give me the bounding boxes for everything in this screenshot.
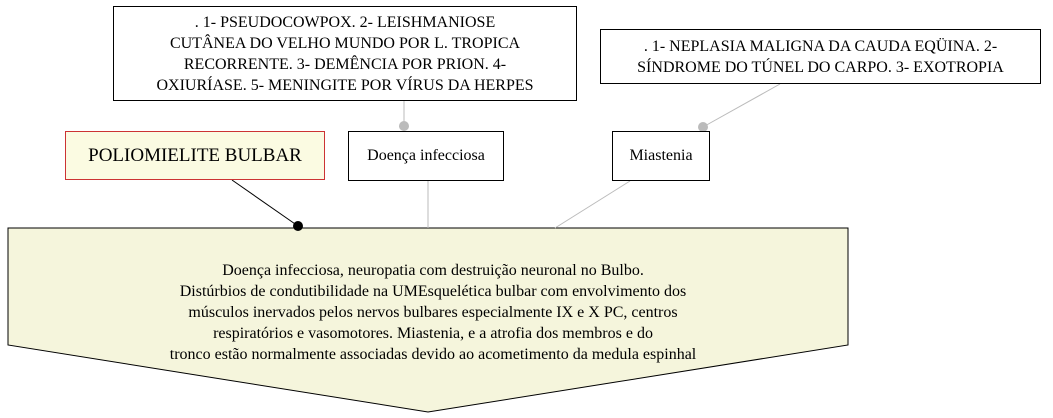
miastenia-note-text: . 1- NEPLASIA MALIGNA DA CAUDA EQÜINA. 2- SÍNDROME DO TÚNEL DO CARPO. 3- EXOTROPIA [637, 37, 1004, 76]
miastenia-note-connector [703, 84, 780, 127]
infecciosa-node-label: Doença infecciosa [367, 147, 485, 164]
infecciosa-note-dot [399, 121, 409, 131]
miastenia-node[interactable] [612, 131, 710, 181]
main-topic-label: POLIOMIELITE BULBAR [88, 144, 302, 166]
infecciosa-node[interactable] [348, 131, 504, 181]
infecciosa-note-text: . 1- PSEUDOCOWPOX. 2- LEISHMANIOSE CUTÂNEA DO VELHO MUNDO POR L. TROPICA RECORRENTE. 3- DEMÊNCIA POR PRION. 4- OXIURÍASE. 5- MENINGITE POR VÍRUS DA HERPES [156, 13, 534, 94]
infecciosa-note-box[interactable] [113, 6, 577, 101]
title-connector [232, 180, 298, 226]
miastenia-note-box[interactable] [600, 29, 1041, 84]
description-text: Doença infecciosa, neuropatia com destruição neuronal no Bulbo. Distúrbios de condutibilidade na UMEsquelética bulbar com envolvimento dos músculos inervados pelos nervos bulbares especialmente IX e X PC, centros respiratórios e vasomotores. Miastenia, e a atrofia dos membros e do tronco estão normalmente associadas devido ao acometimento da medula espinhal [169, 262, 697, 363]
main-topic-box[interactable] [65, 131, 325, 180]
miastenia-connector [555, 181, 630, 228]
miastenia-node-label: Miastenia [629, 147, 693, 164]
title-connector-dot [293, 221, 303, 231]
